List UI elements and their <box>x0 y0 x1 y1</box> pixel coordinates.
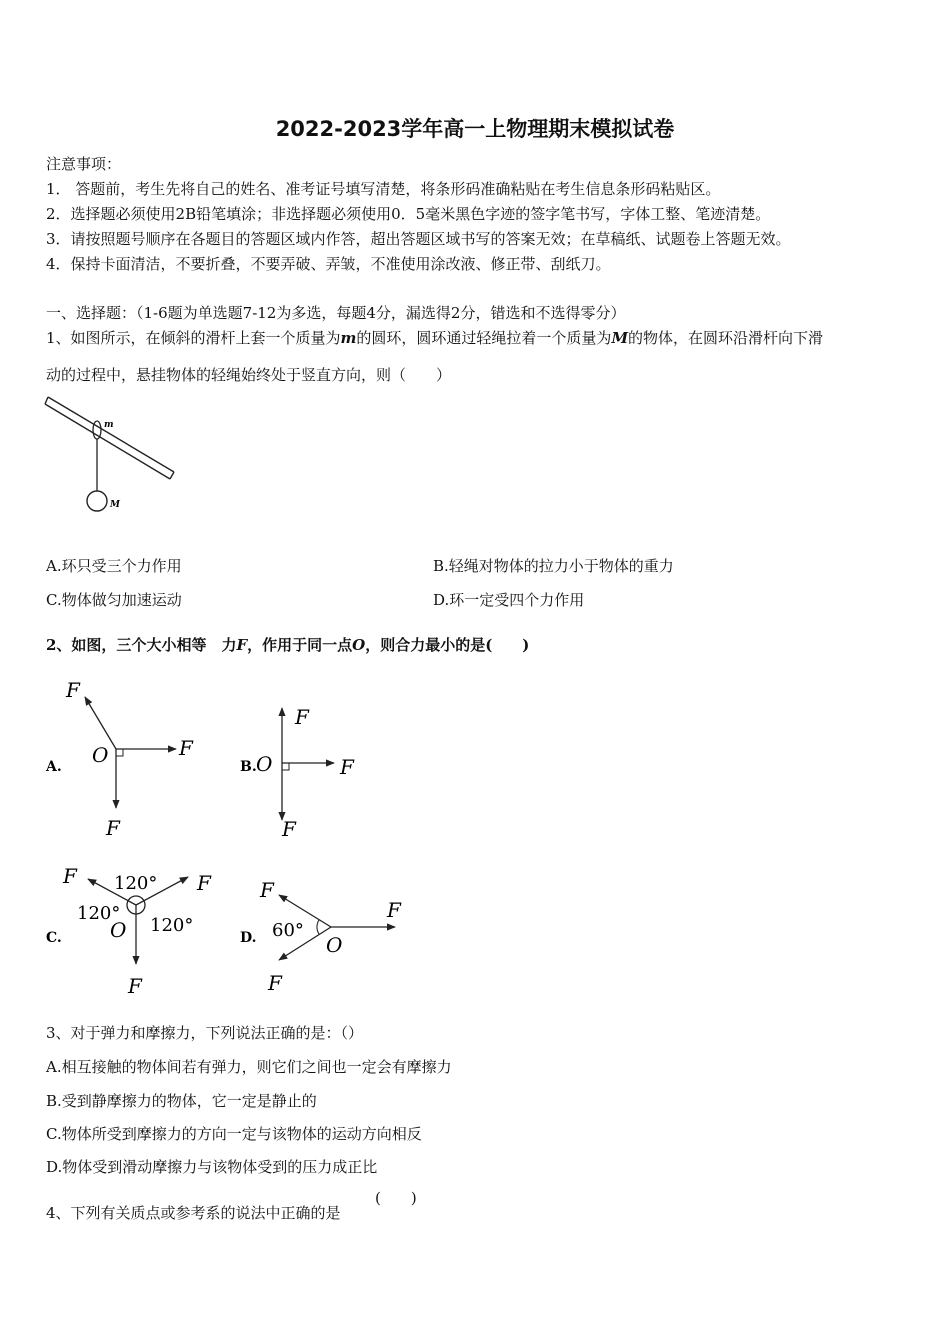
q2b-label-O: O <box>256 752 273 776</box>
q1-option-a[interactable]: A.环只受三个力作用 <box>46 557 182 575</box>
q2d-angle-label: 60° <box>272 920 304 941</box>
var-O: O <box>352 636 366 654</box>
q2d-label-F-1: F <box>260 878 274 902</box>
notice-item-1: 1． 答题前，考生先将自己的姓名、准考证号填写清楚，将条形码准确粘贴在考生信息条形码粘贴区。 <box>46 180 721 198</box>
question-3: 3、对于弹力和摩擦力，下列说法正确的是：（） <box>46 1024 364 1042</box>
question-4-paren: ( ) <box>375 1189 417 1207</box>
q3-option-b[interactable]: B.受到静摩擦力的物体，它一定是静止的 <box>46 1092 317 1110</box>
question-1-text-b: 的圆环，圆环通过轻绳拉着一个质量为 <box>356 329 612 347</box>
notice-item-4: 4．保持卡面清洁，不要折叠，不要弄破、弄皱，不准使用涂改液、修正带、刮纸刀。 <box>46 255 611 273</box>
q2-option-c-label: C. <box>46 930 62 946</box>
page-title: 2022-2023学年高一上物理期末模拟试卷 <box>275 117 675 141</box>
q2c-label-F-2: F <box>197 871 211 895</box>
fig-label-M: M <box>110 500 120 510</box>
q2b-label-F-2: F <box>340 755 354 779</box>
q3-option-c[interactable]: C.物体所受到摩擦力的方向一定与该物体的运动方向相反 <box>46 1125 422 1143</box>
q2-option-d-label: D. <box>240 930 257 946</box>
q2b-label-F-3: F <box>282 817 296 841</box>
var-F: F <box>236 636 248 654</box>
question-1-text-c: 的物体，在圆环沿滑杆向下滑 <box>628 329 824 347</box>
q2c-label-F-3: F <box>128 974 142 998</box>
q3-option-d[interactable]: D.物体受到滑动摩擦力与该物体受到的压力成正比 <box>46 1158 378 1176</box>
var-M: M <box>611 329 629 347</box>
q2d-angle-arc <box>317 920 319 934</box>
var-m: m <box>340 329 357 347</box>
q2a-force-up-left <box>85 697 116 749</box>
question-1-line-2: 动的过程中，悬挂物体的轻绳始终处于竖直方向，则（ ） <box>46 366 452 384</box>
fig-label-m: m <box>104 420 114 430</box>
question-4: 4、下列有关质点或参考系的说法中正确的是 <box>46 1204 341 1222</box>
q2-option-a-label: A. <box>46 759 62 775</box>
q3-option-a[interactable]: A.相互接触的物体间若有弹力，则它们之间也一定会有摩擦力 <box>46 1058 452 1076</box>
notice-heading: 注意事项： <box>46 155 122 173</box>
q2c-label-F-1: F <box>63 864 77 888</box>
notice-item-2: 2．选择题必须使用2B铅笔填涂；非选择题必须使用0．5毫米黑色字迹的签字笔书写，字体工整、笔迹清楚。 <box>46 205 771 223</box>
question-2-text-b: ，作用于同一点 <box>247 636 353 654</box>
q2b-right-angle-mark <box>282 763 289 770</box>
q2-option-b[interactable] <box>240 705 355 841</box>
q2d-label-F-2: F <box>387 898 401 922</box>
q2-option-a[interactable] <box>45 678 194 840</box>
q2c-angle-left: 120° <box>77 903 121 924</box>
question-1-text-a: 1、如图所示，在倾斜的滑杆上套一个质量为 <box>46 329 341 347</box>
q2a-right-angle-mark <box>116 749 123 756</box>
q2c-angle-top: 120° <box>114 873 158 894</box>
section-heading: 一、选择题：（1-6题为单选题7-12为多选，每题4分，漏选得2分，错选和不选得零分） <box>46 304 626 322</box>
q2d-label-O: O <box>326 933 343 957</box>
q2c-label-O: O <box>110 918 127 942</box>
q1-option-c[interactable]: C.物体做匀加速运动 <box>46 591 182 609</box>
q2c-angle-right: 120° <box>150 915 194 936</box>
q2-option-c[interactable] <box>46 864 212 998</box>
q2a-label-O: O <box>92 743 109 767</box>
question-2-text-a: 2、如图，三个大小相等 力 <box>46 636 237 654</box>
question-2-text-c: ，则合力最小的是( ) <box>365 636 530 654</box>
q2a-label-F-2: F <box>179 736 193 760</box>
q2d-label-F-3: F <box>268 971 282 995</box>
q2b-label-F-1: F <box>295 705 309 729</box>
q1-option-d[interactable]: D.环一定受四个力作用 <box>433 591 585 609</box>
q2-option-b-label: B. <box>240 759 257 775</box>
notice-item-3: 3．请按照题号顺序在各题目的答题区域内作答，超出答题区域书写的答案无效；在草稿纸、试题卷上答题无效。 <box>46 230 791 248</box>
q2a-label-F-1: F <box>66 678 80 702</box>
q2a-label-F-3: F <box>106 816 120 840</box>
q1-option-b[interactable]: B.轻绳对物体的拉力小于物体的重力 <box>433 557 674 575</box>
q2-option-d[interactable] <box>240 878 402 995</box>
